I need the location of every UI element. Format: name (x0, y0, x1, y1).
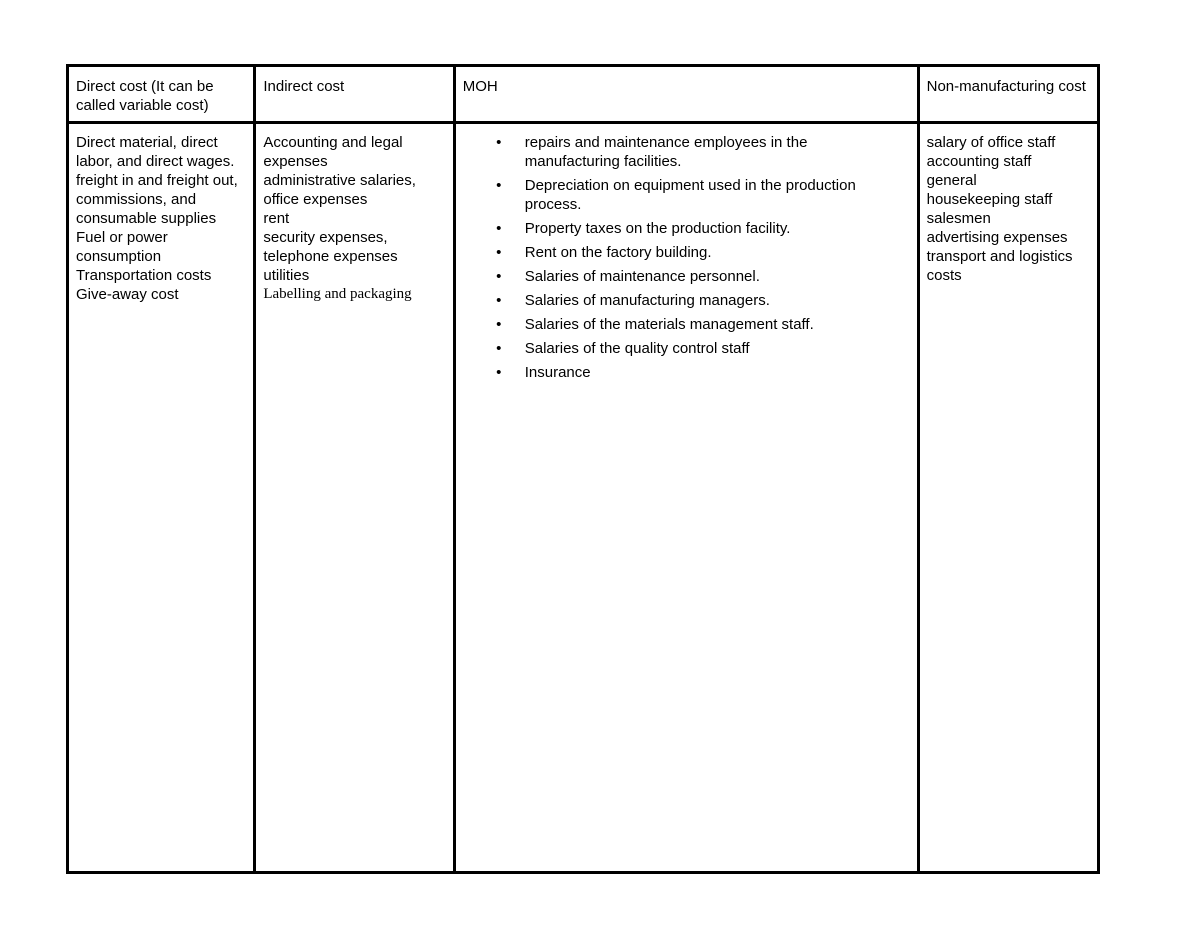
moh-item-text: Salaries of maintenance personnel. (524, 268, 760, 285)
bullet-icon: • (496, 340, 502, 357)
indirect-cost-item: utilities (263, 267, 310, 284)
header-direct-cost: Direct cost (It can be called variable cost) (76, 78, 214, 114)
list-item (496, 363, 911, 382)
non-manufacturing-item: housekeeping staff (926, 191, 1053, 208)
indirect-cost-item: office expenses (263, 191, 368, 208)
direct-cost-item: freight in and freight out, commissions, and consumable supplies (76, 172, 238, 227)
list-item (496, 243, 911, 262)
moh-cell (454, 123, 918, 873)
direct-cost-list (69, 124, 253, 304)
indirect-cost-list (256, 124, 452, 304)
bullet-icon: • (496, 177, 502, 194)
header-indirect-cost: Indirect cost (263, 78, 345, 95)
table-body-row (68, 123, 1099, 873)
bullet-icon: • (496, 134, 502, 151)
list-item (496, 219, 911, 238)
non-manufacturing-item: salary of office staff (926, 134, 1056, 151)
list-item (496, 176, 911, 214)
list-item (496, 267, 911, 286)
moh-item-text: Depreciation on equipment used in the production process. (524, 177, 856, 213)
direct-cost-item: Direct material, direct labor, and direct wages. (76, 134, 235, 170)
non-manufacturing-item: transport and logistics costs (926, 248, 1073, 284)
header-cell-indirect-cost (255, 66, 454, 123)
moh-item-text: Insurance (524, 364, 591, 381)
indirect-cost-item: rent (263, 210, 290, 227)
indirect-cost-cell (255, 123, 454, 873)
non-manufacturing-item: salesmen (926, 210, 991, 227)
direct-cost-cell (68, 123, 255, 873)
list-item (496, 315, 911, 334)
moh-item-text: Property taxes on the production facility. (524, 220, 791, 237)
indirect-cost-item: Labelling and packaging (263, 286, 412, 302)
non-manufacturing-cell (918, 123, 1098, 873)
indirect-cost-item: security expenses, (263, 229, 388, 246)
header-non-manufacturing-cost: Non-manufacturing cost (926, 78, 1086, 95)
list-item (496, 291, 911, 310)
non-manufacturing-item: accounting staff (926, 153, 1032, 170)
moh-item-text: Salaries of the materials management staff. (524, 316, 814, 333)
moh-bullet-list (463, 133, 911, 382)
non-manufacturing-item: advertising expenses (926, 229, 1068, 246)
non-manufacturing-item: general (926, 172, 977, 189)
moh-item-text: Salaries of the quality control staff (524, 340, 750, 357)
indirect-cost-item: telephone expenses (263, 248, 398, 265)
moh-item-text: repairs and maintenance employees in the manufacturing facilities. (524, 134, 808, 170)
direct-cost-item: Transportation costs (76, 267, 212, 284)
direct-cost-item: Fuel or power consumption (76, 229, 168, 265)
moh-container (456, 124, 917, 382)
bullet-icon: • (496, 292, 502, 309)
bullet-icon: • (496, 316, 502, 333)
bullet-icon: • (496, 364, 502, 381)
bullet-icon: • (496, 244, 502, 261)
cost-classification-table (66, 64, 1100, 874)
header-moh: MOH (462, 78, 498, 95)
indirect-cost-item: administrative salaries, (263, 172, 416, 189)
list-item (496, 133, 911, 171)
moh-item-text: Salaries of manufacturing managers. (524, 292, 770, 309)
table-header-row (68, 66, 1099, 123)
moh-item-text: Rent on the factory building. (524, 244, 712, 261)
header-cell-direct-cost (68, 66, 255, 123)
direct-cost-item: Give-away cost (76, 286, 179, 303)
non-manufacturing-list (920, 124, 1097, 285)
header-cell-non-manufacturing-cost (918, 66, 1098, 123)
list-item (496, 339, 911, 358)
bullet-icon: • (496, 268, 502, 285)
bullet-icon: • (496, 220, 502, 237)
header-cell-moh (454, 66, 918, 123)
indirect-cost-item: Accounting and legal expenses (263, 134, 403, 170)
